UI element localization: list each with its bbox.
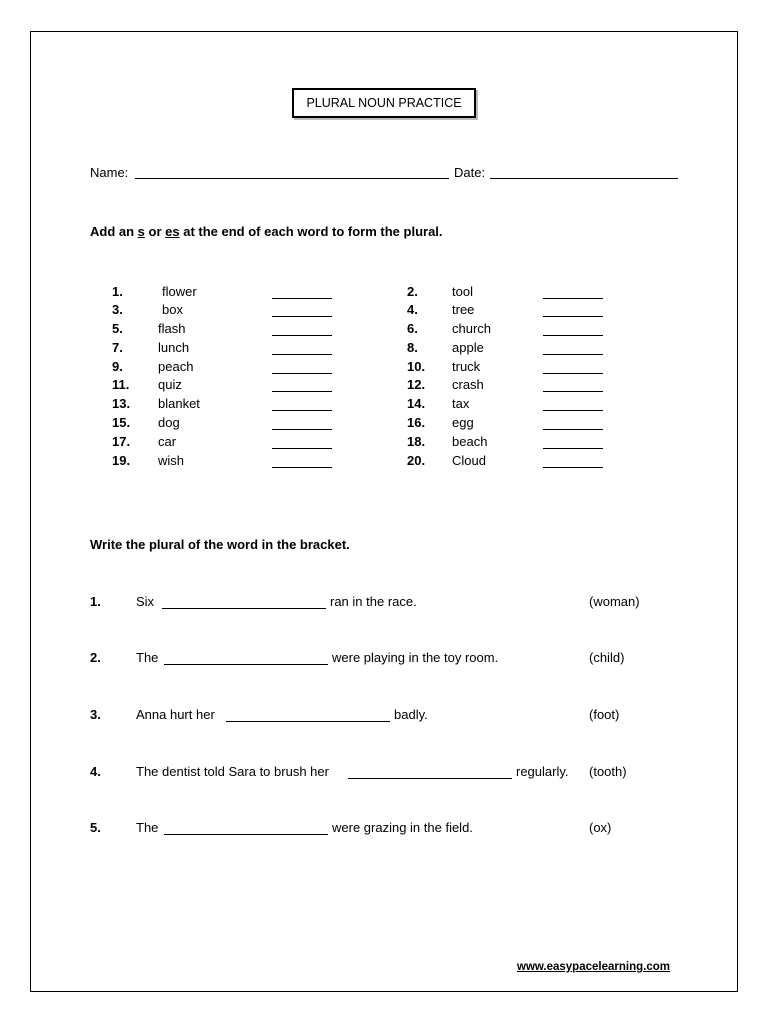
answer-blank[interactable] — [272, 391, 332, 392]
item-word: peach — [158, 359, 194, 374]
item-word: flash — [158, 321, 186, 336]
name-label: Name: — [90, 165, 129, 180]
item-word: beach — [452, 434, 488, 449]
date-field[interactable] — [490, 178, 678, 179]
sentence-text-after: were grazing in the field. — [332, 820, 473, 835]
answer-blank[interactable] — [543, 391, 603, 392]
footer-website-link[interactable]: www.easypacelearning.com — [517, 961, 670, 973]
sentence-text-before: The dentist told Sara to brush her — [136, 764, 329, 779]
item-number: 18. — [407, 434, 426, 449]
sentence-text-before: The — [136, 650, 159, 665]
section2-instruction: Write the plural of the word in the bracket. — [90, 537, 350, 552]
section1-instruction: Add an s or es at the end of each word to form the plural. — [90, 224, 443, 239]
sentence-number: 1. — [90, 594, 101, 609]
item-number: 3. — [112, 302, 123, 317]
item-word: tool — [452, 284, 473, 299]
sentence-answer-blank[interactable] — [164, 834, 328, 835]
sentence-text-before: The — [136, 820, 159, 835]
answer-blank[interactable] — [543, 298, 603, 299]
item-word: crash — [452, 377, 484, 392]
name-field[interactable] — [135, 178, 449, 179]
date-label: Date: — [454, 165, 486, 180]
answer-blank[interactable] — [543, 354, 603, 355]
answer-blank[interactable] — [272, 448, 332, 449]
item-word: dog — [158, 415, 180, 430]
answer-blank[interactable] — [272, 354, 332, 355]
item-number: 11. — [112, 377, 130, 392]
item-word: lunch — [158, 340, 190, 355]
item-number: 7. — [112, 340, 123, 355]
answer-blank[interactable] — [543, 448, 603, 449]
answer-blank[interactable] — [272, 429, 332, 430]
sentence-number: 4. — [90, 764, 101, 779]
sentence-number: 2. — [90, 650, 101, 665]
item-number: 1. — [112, 284, 123, 299]
answer-blank[interactable] — [272, 410, 332, 411]
item-number: 17. — [112, 434, 131, 449]
item-number: 19. — [112, 453, 131, 468]
item-number: 12. — [407, 377, 426, 392]
bracket-word-hint: (ox) — [589, 820, 612, 835]
item-number: 14. — [407, 396, 426, 411]
sentence-text-after: badly. — [394, 707, 428, 722]
worksheet-border — [30, 31, 738, 992]
answer-blank[interactable] — [543, 467, 603, 468]
item-number: 4. — [407, 302, 418, 317]
item-number: 10. — [407, 359, 426, 374]
sentence-text-before: Anna hurt her — [136, 707, 215, 722]
answer-blank[interactable] — [543, 429, 603, 430]
item-word: tax — [452, 396, 470, 411]
bracket-word-hint: (foot) — [589, 707, 620, 722]
sentence-answer-blank[interactable] — [348, 778, 512, 779]
bracket-word-hint: (child) — [589, 650, 625, 665]
item-number: 5. — [112, 321, 123, 336]
item-word: egg — [452, 415, 474, 430]
answer-blank[interactable] — [543, 335, 603, 336]
answer-blank[interactable] — [272, 467, 332, 468]
item-word: box — [162, 302, 183, 317]
answer-blank[interactable] — [272, 316, 332, 317]
item-number: 13. — [112, 396, 131, 411]
item-word: apple — [452, 340, 484, 355]
bracket-word-hint: (tooth) — [589, 764, 627, 779]
worksheet-title: PLURAL NOUN PRACTICE — [292, 88, 476, 118]
item-word: tree — [452, 302, 475, 317]
answer-blank[interactable] — [272, 298, 332, 299]
answer-blank[interactable] — [272, 335, 332, 336]
item-number: 15. — [112, 415, 131, 430]
item-number: 6. — [407, 321, 418, 336]
answer-blank[interactable] — [543, 410, 603, 411]
item-word: car — [158, 434, 177, 449]
item-number: 20. — [407, 453, 426, 468]
sentence-number: 3. — [90, 707, 101, 722]
answer-blank[interactable] — [543, 373, 603, 374]
bracket-word-hint: (woman) — [589, 594, 640, 609]
item-number: 2. — [407, 284, 418, 299]
item-word: blanket — [158, 396, 200, 411]
item-number: 9. — [112, 359, 123, 374]
answer-blank[interactable] — [272, 373, 332, 374]
item-number: 16. — [407, 415, 426, 430]
sentence-answer-blank[interactable] — [226, 721, 390, 722]
sentence-number: 5. — [90, 820, 101, 835]
sentence-text-after: ran in the race. — [330, 594, 417, 609]
item-word: quiz — [158, 377, 182, 392]
item-word: truck — [452, 359, 481, 374]
sentence-text-after: were playing in the toy room. — [332, 650, 499, 665]
answer-blank[interactable] — [543, 316, 603, 317]
item-word: flower — [162, 284, 197, 299]
sentence-answer-blank[interactable] — [164, 664, 328, 665]
item-word: Cloud — [452, 453, 486, 468]
item-word: church — [452, 321, 492, 336]
item-number: 8. — [407, 340, 418, 355]
item-word: wish — [158, 453, 185, 468]
sentence-text-before: Six — [136, 594, 155, 609]
sentence-text-after: regularly. — [516, 764, 569, 779]
sentence-answer-blank[interactable] — [162, 608, 326, 609]
